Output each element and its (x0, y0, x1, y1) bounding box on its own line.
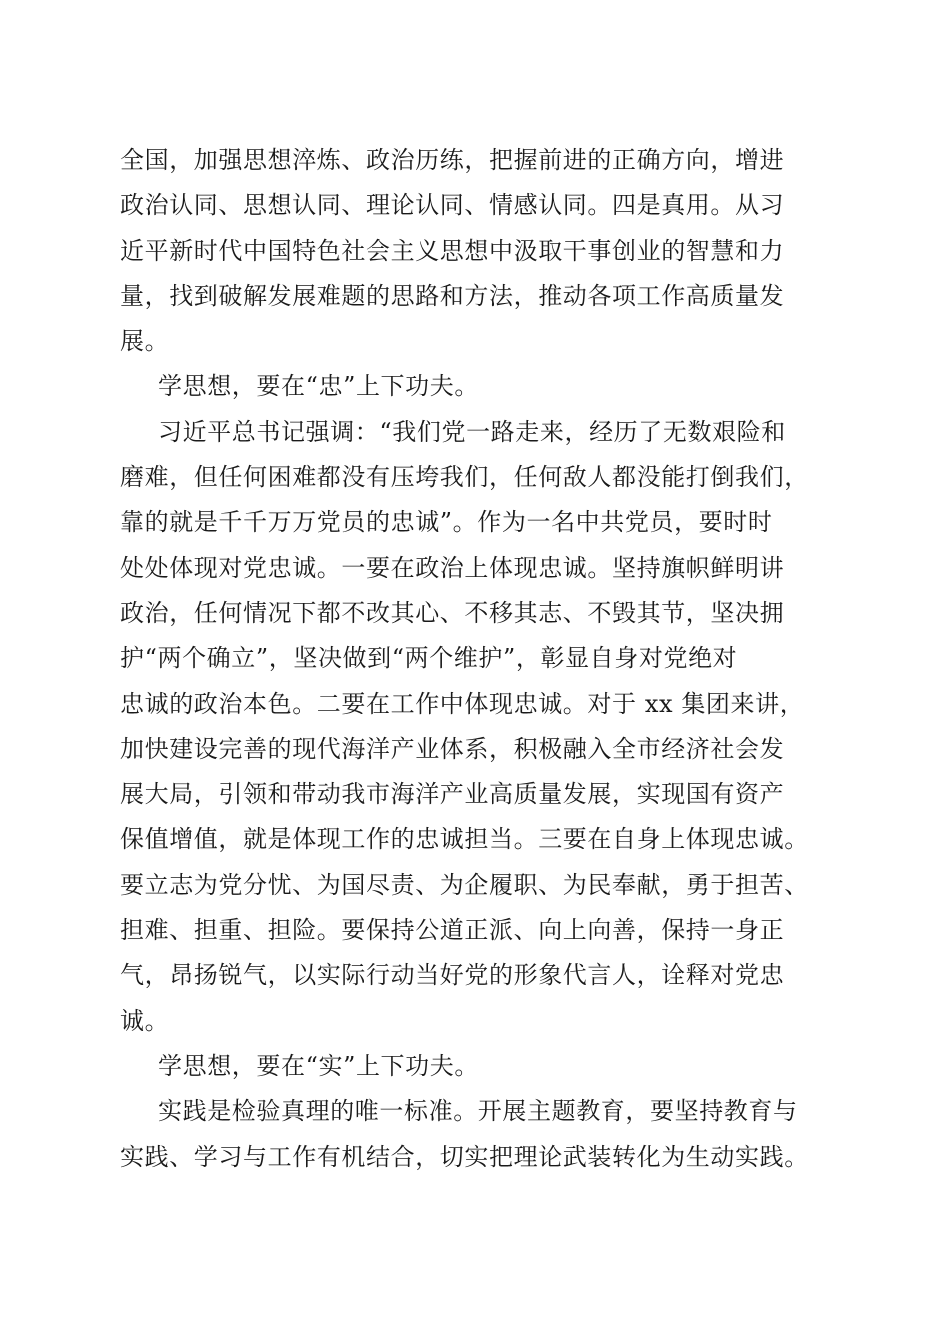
paragraph-p1 (120, 138, 850, 364)
text-line: 处处体现对党忠诚。一要在政治上体现忠诚。坚持旗帜鲜明讲 (120, 553, 785, 582)
text-line: 政治，任何情况下都不改其心、不移其志、不毁其节，坚决拥 (120, 598, 785, 627)
text-line: 磨难，但任何困难都没有压垮我们，任何敌人都没能打倒我们， (120, 463, 809, 492)
text-line: 担难、担重、担险。要保持公道正派、向上向善，保持一身正 (120, 916, 785, 945)
text-line: 护“两个确立”，坚决做到“两个维护”，彰显自身对党绝对 (120, 644, 738, 673)
text-line: 量，找到破解发展难题的思路和方法，推动各项工作高质量发 (120, 281, 785, 310)
text-line: 学思想，要在“忠”上下功夫。 (158, 372, 479, 401)
document-body (120, 138, 850, 1180)
text-line: 学思想，要在“实”上下功夫。 (158, 1051, 479, 1080)
text-line: 政治认同、思想认同、理论认同、情感认同。四是真用。从习 (120, 191, 785, 220)
text-line: 实践是检验真理的唯一标准。开展主题教育，要坚持教育与 (158, 1097, 798, 1126)
text-line: 保值增值，就是体现工作的忠诚担当。三要在自身上体现忠诚。 (120, 825, 809, 854)
text-line: 加快建设完善的现代海洋产业体系，积极融入全市经济社会发 (120, 734, 785, 763)
text-line: 靠的就是千千万万党员的忠诚”。作为一名中共党员，要时时 (120, 508, 773, 537)
text-line: 实践、学习与工作有机结合，切实把理论武装转化为生动实践。 (120, 1142, 809, 1171)
text-line: 全国，加强思想淬炼、政治历练，把握前进的正确方向，增进 (120, 146, 785, 174)
paragraph-p2 (120, 364, 850, 409)
text-line: 要立志为党分忧、为国尽责、为企履职、为民奉献，勇于担苦、 (120, 870, 809, 899)
text-line: 诚。 (120, 1006, 170, 1035)
text-line: 近平新时代中国特色社会主义思想中汲取干事创业的智慧和力 (120, 236, 785, 265)
text-line: 气，昂扬锐气，以实际行动当好党的形象代言人，诠释对党忠 (120, 961, 785, 990)
text-line: 忠诚的政治本色。二要在工作中体现忠诚。对于 xx 集团来讲， (120, 689, 805, 718)
text-line: 展大局，引领和带动我市海洋产业高质量发展，实现国有资产 (120, 780, 785, 809)
paragraph-p5 (120, 1089, 850, 1180)
paragraph-p4 (120, 1044, 850, 1089)
paragraph-p3 (120, 410, 850, 1044)
text-line: 展。 (120, 327, 170, 356)
text-line: 习近平总书记强调：“我们党一路走来，经历了无数艰险和 (158, 417, 786, 446)
